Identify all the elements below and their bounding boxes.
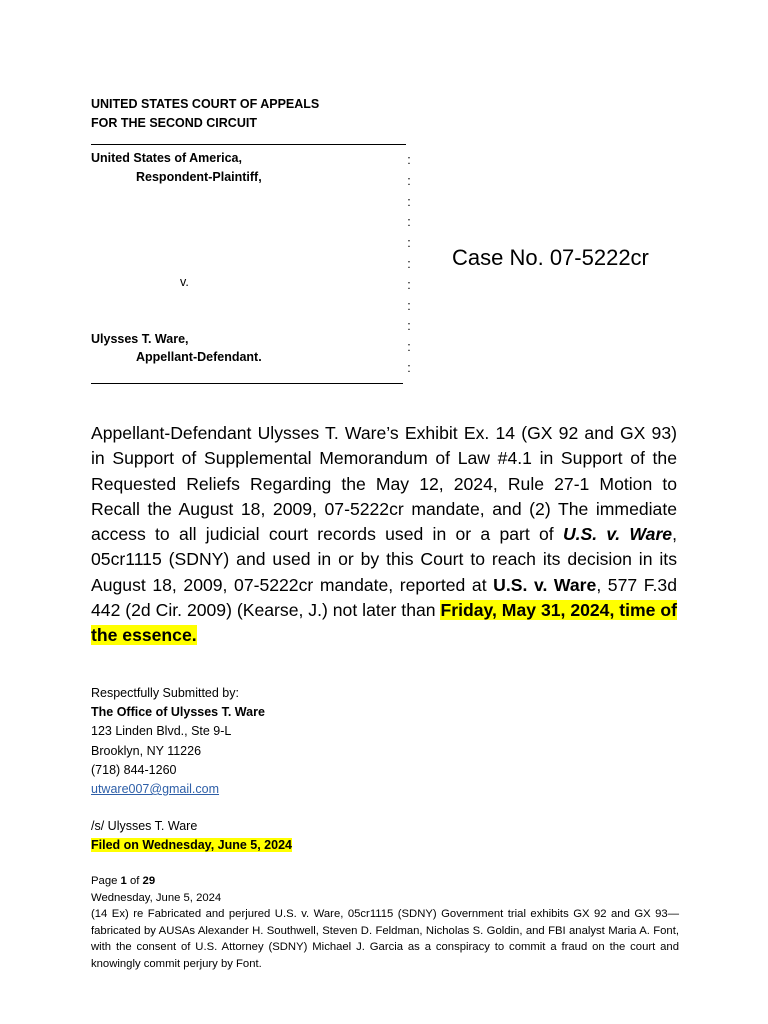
signature-block — [91, 684, 265, 799]
submitted-by: Respectfully Submitted by: — [91, 686, 239, 700]
page-total: 29 — [142, 875, 156, 887]
page-prefix: Page — [91, 875, 121, 887]
page-indicator — [91, 873, 679, 890]
plaintiff-role: Respondent-Plaintiff, — [136, 170, 262, 184]
caption-bottom-rule — [91, 383, 403, 384]
case-number: Case No. 07-5222cr — [452, 245, 649, 270]
caption-colon: : — [407, 173, 411, 188]
caption-colon: : — [407, 340, 411, 355]
caption-colon: : — [407, 215, 411, 230]
caption-colon: : — [407, 256, 411, 271]
caption-colon-column — [404, 150, 414, 379]
page-footer — [91, 873, 679, 973]
page-current: 1 — [120, 875, 127, 887]
title-text-part1: Appellant-Defendant Ulysses T. Ware’s Exhibit Ex. 14 (GX 92 and GX 93) in Support of Supplemental Memorandum of Law #4.1 in Support of the Requested Reliefs Regarding the May 12, 2024, Rule 27-1 Motion to Recall the August 18, 2009, 07-5222cr mandate, and (2) The immediate access to all judicial court records used in or a part of — [91, 423, 677, 545]
caption-top-rule — [91, 144, 406, 145]
defendant-name: Ulysses T. Ware, — [91, 332, 189, 346]
title-text-part3: , 577 F.3d 442 (2d Cir. 2009) (Kearse, J.) not later than — [91, 574, 677, 621]
plaintiff-name: United States of America, — [91, 151, 242, 165]
defendant-role: Appellant-Defendant. — [136, 350, 262, 364]
caption-colon: : — [407, 360, 411, 375]
signature-line: /s/ Ulysses T. Ware — [91, 819, 198, 833]
footer-date: Wednesday, June 5, 2024 — [91, 891, 222, 904]
email-link[interactable]: utware007@gmail.com — [91, 782, 220, 797]
versus-text: v. — [180, 275, 189, 289]
office-name: The Office of Ulysses T. Ware — [91, 705, 265, 720]
case-citation-2: U.S. v. Ware — [493, 574, 597, 595]
caption-colon: : — [407, 236, 411, 251]
court-name: UNITED STATES COURT OF APPEALS — [91, 97, 320, 111]
address-line-1: 123 Linden Blvd., Ste 9-L — [91, 724, 232, 739]
caption-colon: : — [407, 194, 411, 209]
page-of: of — [126, 875, 143, 887]
caption-colon: : — [407, 277, 411, 292]
filed-date-highlight: Filed on Wednesday, June 5, 2024 — [91, 838, 292, 852]
caption-colon: : — [407, 298, 411, 313]
title-text-part2: , 05cr1115 (SDNY) and used in or by this Court to reach its decision in its August 18, 2009, 07-5222cr mandate, reported at — [91, 524, 677, 595]
signature-filing — [91, 817, 292, 855]
court-header — [91, 95, 319, 132]
phone-number: (718) 844-1260 — [91, 762, 177, 777]
caption-colon: : — [407, 153, 411, 167]
footer-description: (14 Ex) re Fabricated and perjured U.S. v. Ware, 05cr1115 (SDNY) Government trial exhibits GX 92 and GX 93—fabricated by AUSAs Alexander H. Southwell, Steven D. Feldman, Nicholas S. Goldin, and FBI analyst Maria A. Font, with the consent of U.S. Attorney (SDNY) Michael J. Garcia as a conspiracy to commit a fraud on the court and knowingly commit perjury by Font. — [91, 908, 679, 970]
case-citation-1: U.S. v. Ware — [562, 524, 673, 545]
circuit-name: FOR THE SECOND CIRCUIT — [91, 115, 257, 130]
address-line-2: Brooklyn, NY 11226 — [91, 743, 202, 758]
deadline-highlight: Friday, May 31, 2024, time of the essence. — [91, 600, 677, 646]
caption-colon: : — [407, 319, 411, 334]
document-title — [91, 421, 677, 649]
